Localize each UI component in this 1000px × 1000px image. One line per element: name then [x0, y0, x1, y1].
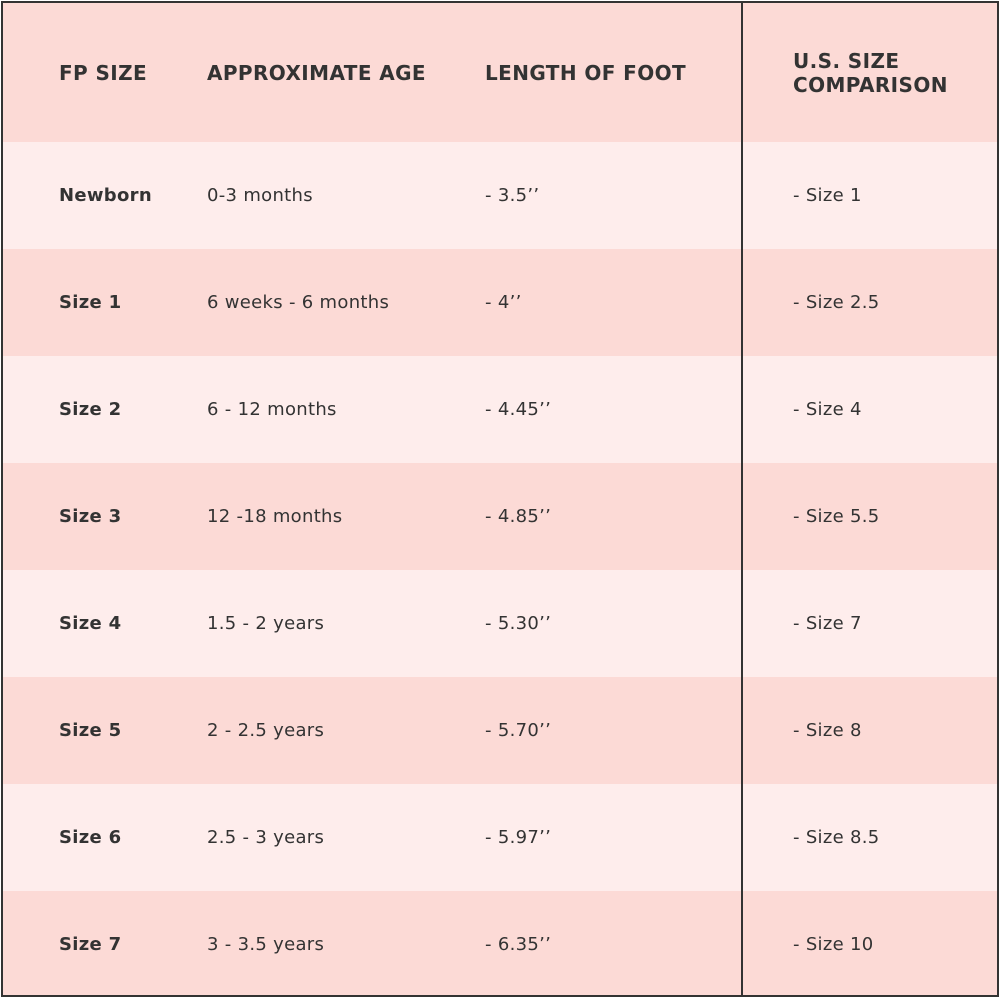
cell-age: 1.5 - 2 years [207, 613, 325, 634]
table-row [3, 249, 997, 356]
cell-fp-size: Size 2 [59, 399, 122, 420]
cell-fp-size: Size 3 [59, 506, 122, 527]
cell-us-size: - Size 7 [741, 570, 997, 677]
table-row [3, 570, 997, 677]
cell-us-size: - Size 2.5 [741, 249, 997, 356]
cell-age: 3 - 3.5 years [207, 934, 325, 955]
cell-us-size: - Size 1 [741, 142, 997, 249]
header-approximate-age: APPROXIMATE AGE [207, 60, 426, 85]
cell-length: - 4.85’’ [485, 506, 552, 527]
cell-fp-size: Size 6 [59, 827, 122, 848]
cell-length: - 5.97’’ [485, 827, 552, 848]
header-length-of-foot: LENGTH OF FOOT [485, 60, 687, 85]
cell-length: - 5.70’’ [485, 720, 552, 741]
table-row [3, 784, 997, 891]
cell-us-size: - Size 5.5 [741, 463, 997, 570]
cell-fp-size: Size 7 [59, 934, 122, 955]
size-chart-table [1, 1, 999, 997]
cell-age: 0-3 months [207, 185, 313, 206]
cell-length: - 4’’ [485, 292, 522, 313]
table-row [3, 463, 997, 570]
header-us-line2: COMPARISON [793, 72, 948, 97]
cell-age: 12 -18 months [207, 506, 343, 527]
cell-length: - 3.5’’ [485, 185, 540, 206]
cell-fp-size: Size 5 [59, 720, 122, 741]
cell-length: - 6.35’’ [485, 934, 552, 955]
cell-fp-size: Size 4 [59, 613, 122, 634]
cell-us-size: - Size 8 [741, 677, 997, 784]
cell-us-size: - Size 10 [741, 891, 997, 997]
cell-length: - 5.30’’ [485, 613, 552, 634]
header-us-line1: U.S. SIZE [793, 48, 900, 73]
cell-age: 6 weeks - 6 months [207, 292, 390, 313]
table-row [3, 142, 997, 249]
table-row [3, 356, 997, 463]
header-us-size-comparison [741, 3, 997, 142]
table-row [3, 677, 997, 784]
table-row [3, 891, 997, 997]
cell-age: 6 - 12 months [207, 399, 337, 420]
cell-age: 2 - 2.5 years [207, 720, 325, 741]
cell-fp-size: Newborn [59, 185, 152, 206]
cell-fp-size: Size 1 [59, 292, 122, 313]
cell-us-size: - Size 8.5 [741, 784, 997, 891]
cell-us-size: - Size 4 [741, 356, 997, 463]
cell-age: 2.5 - 3 years [207, 827, 325, 848]
header-fp-size: FP SIZE [59, 60, 148, 85]
table-header-row [3, 3, 997, 142]
cell-length: - 4.45’’ [485, 399, 552, 420]
